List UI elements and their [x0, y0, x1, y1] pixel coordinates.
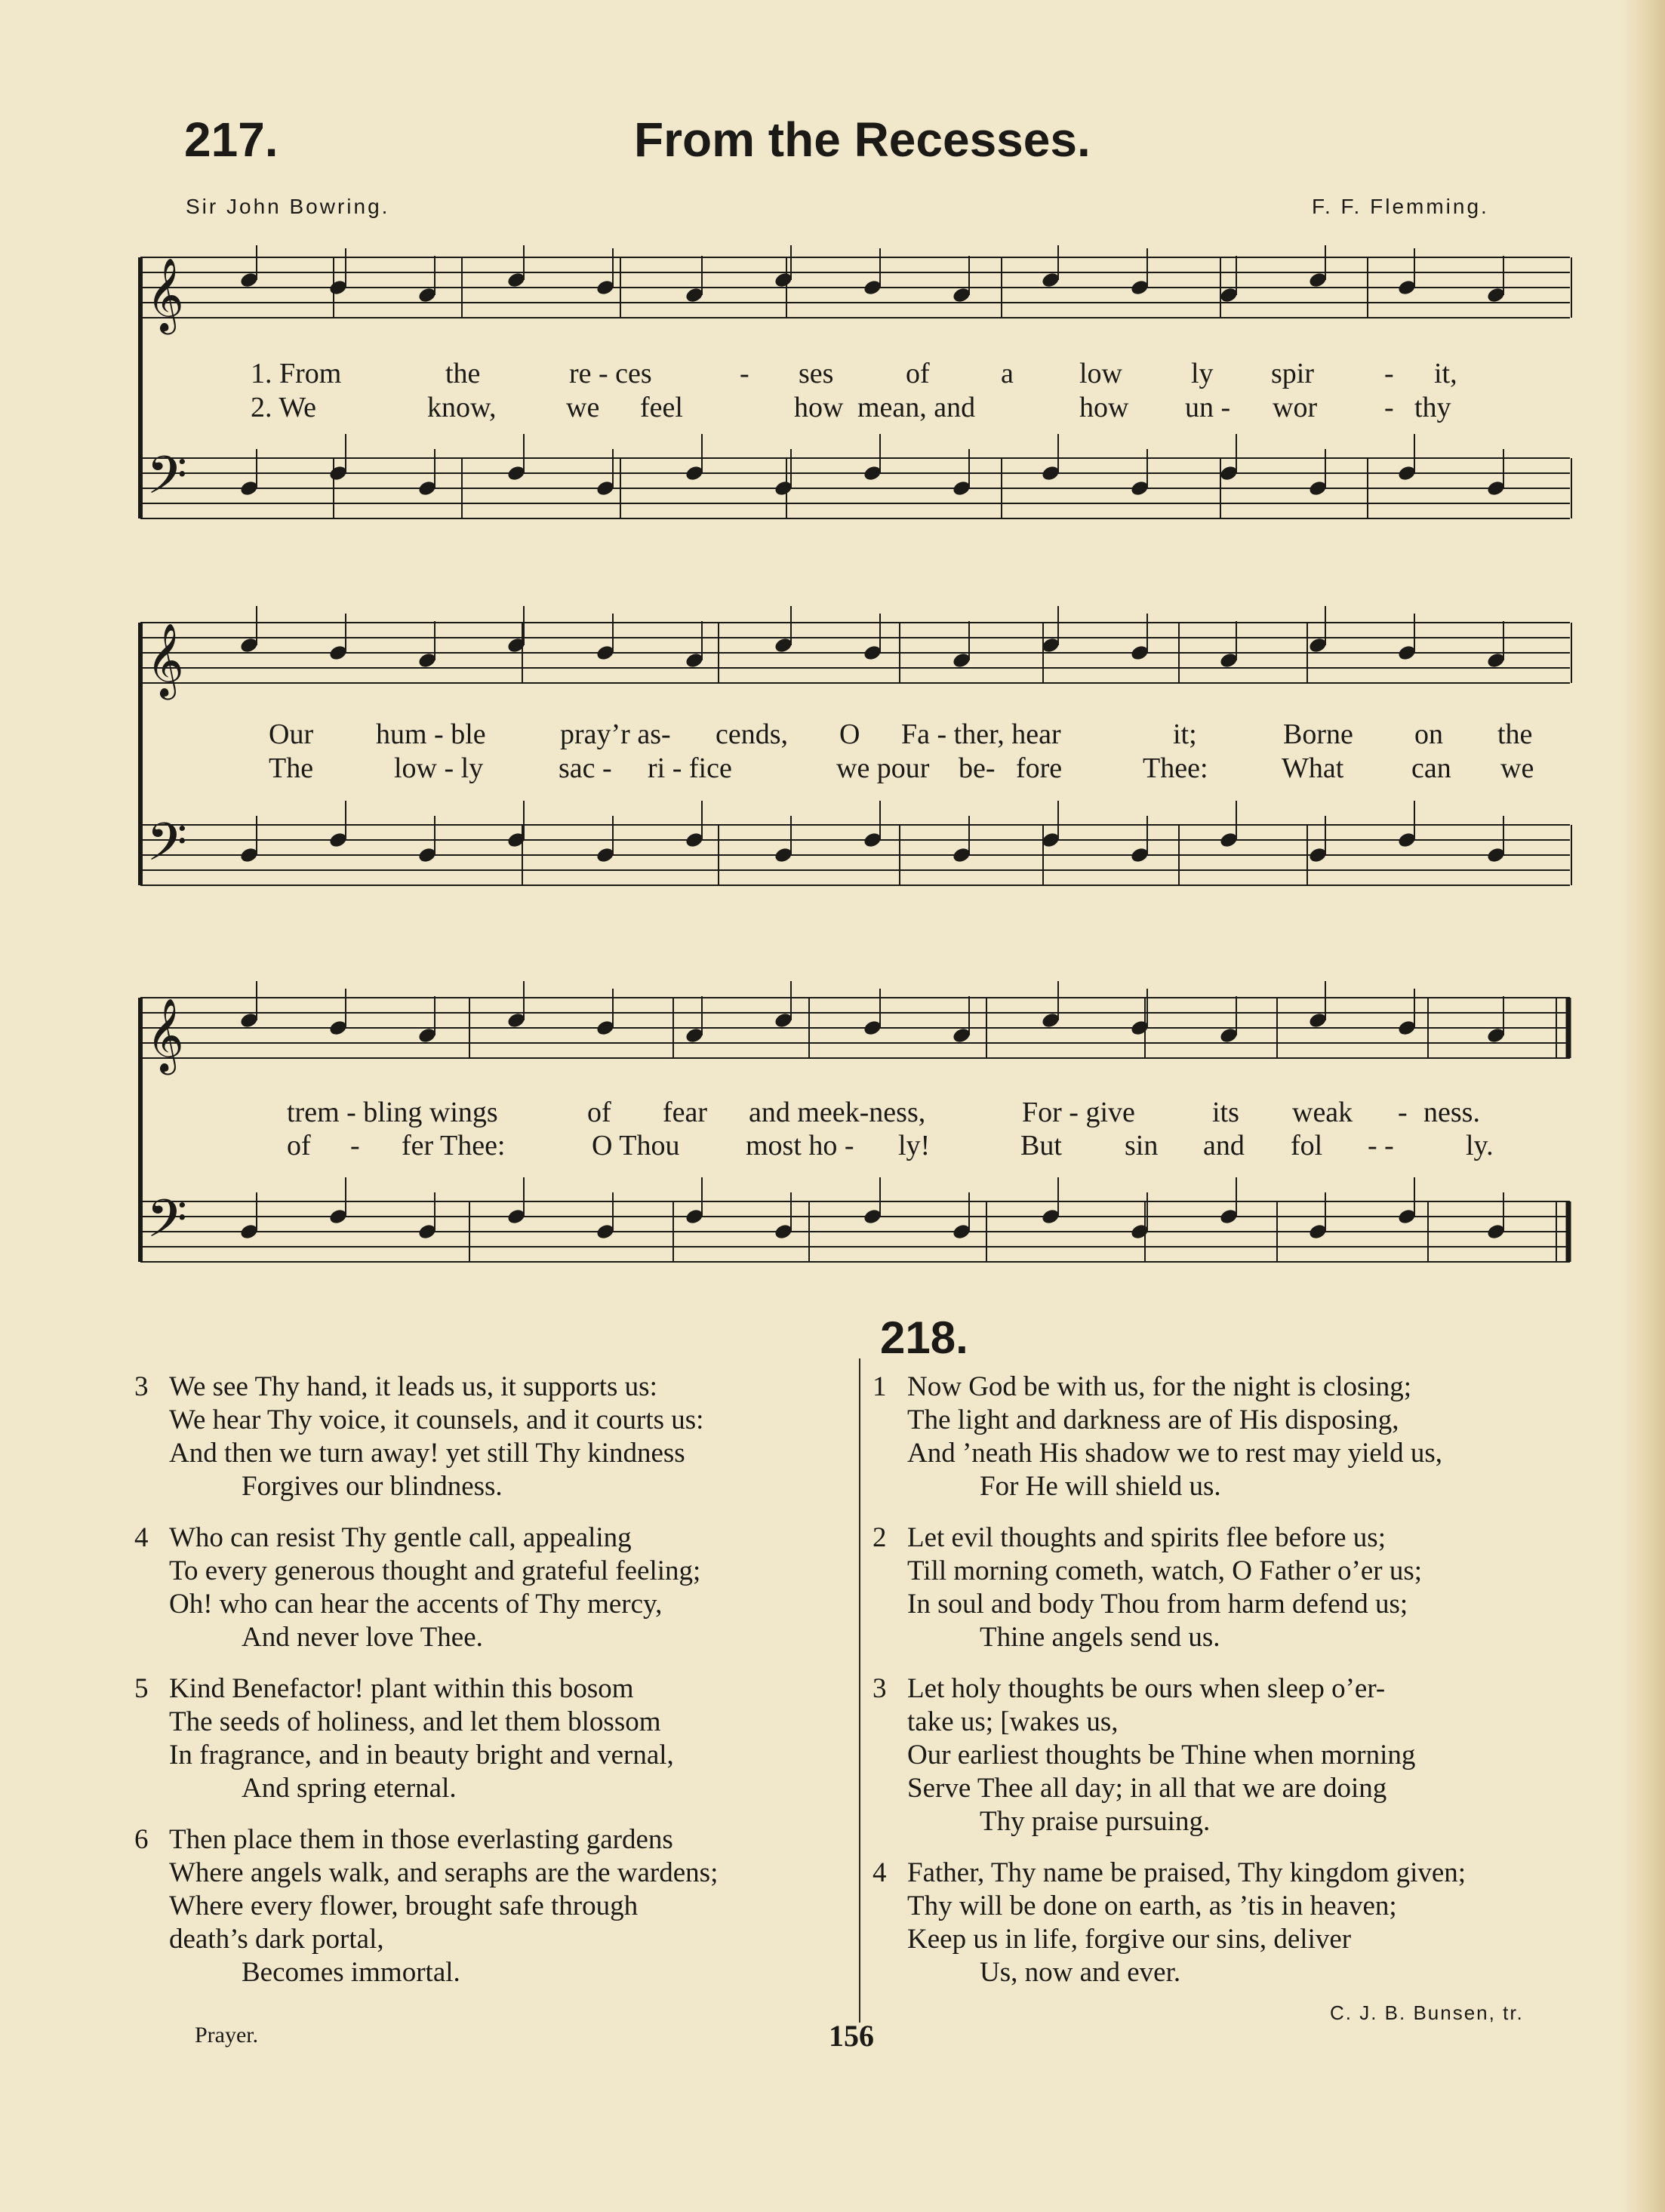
- lyric-syllable: ly!: [898, 1130, 931, 1161]
- stanza-line: Serve Thee all day; in all that we are doing: [907, 1773, 1387, 1804]
- lyric-syllable: -: [1384, 358, 1394, 389]
- lyric-syllable: mean, and: [857, 392, 976, 423]
- lyric-syllable: feel: [640, 392, 683, 423]
- lyrics-verse-1: [136, 357, 1577, 390]
- lyric-syllable: The: [269, 752, 314, 784]
- stanza-line: Keep us in life, forgive our sins, deliver: [907, 1924, 1352, 1955]
- lyric-syllable: thy: [1414, 392, 1451, 423]
- lyric-syllable: -: [1398, 1097, 1408, 1128]
- lyric-syllable: Borne: [1283, 718, 1353, 750]
- page-number: 156: [829, 2019, 874, 2053]
- lyric-syllable: re - ces: [569, 358, 652, 389]
- lyric-syllable: ri - fice: [648, 752, 732, 784]
- lyric-syllable: pray’r as-: [560, 718, 671, 750]
- composer-credit: F. F. Flemming.: [1312, 195, 1489, 218]
- lyric-syllable: the: [445, 358, 481, 389]
- lyric-syllable: - -: [1368, 1130, 1394, 1161]
- lyrics-verse-2: [136, 752, 1577, 785]
- stanza-line: The seeds of holiness, and let them blossom: [169, 1706, 661, 1737]
- stanza-number: 4: [134, 1522, 149, 1553]
- stanza-line: Us, now and ever.: [980, 1957, 1181, 1988]
- stanza-line: Becomes immortal.: [242, 1957, 460, 1988]
- stanza-line: Till morning cometh, watch, O Father o’er us;: [907, 1555, 1423, 1586]
- lyric-syllable: fore: [1016, 752, 1063, 784]
- lyric-syllable: un -: [1185, 392, 1231, 423]
- lyric-syllable: trem - bling wings: [287, 1097, 498, 1128]
- stanza-line: And spring eternal.: [242, 1773, 457, 1804]
- lyrics-verse-2: [136, 1129, 1577, 1162]
- hymn-title: From the Recesses.: [634, 112, 1091, 167]
- lyric-syllable: ly: [1191, 358, 1214, 389]
- stanza-line: Our earliest thoughts be Thine when morning: [907, 1740, 1416, 1771]
- stanza-number: 3: [873, 1673, 887, 1704]
- lyric-syllable: Thee:: [1143, 752, 1208, 784]
- lyric-syllable: it;: [1173, 718, 1197, 750]
- stanzas-right-column: [873, 1371, 1590, 2007]
- treble-clef-icon: 𝄞: [146, 998, 184, 1072]
- lyric-syllable: sac -: [559, 752, 612, 784]
- stanza-line: In soul and body Thou from harm defend us;: [907, 1589, 1408, 1620]
- lyric-syllable: -: [1384, 392, 1394, 423]
- lyric-syllable: low - ly: [394, 752, 484, 784]
- stanza-line: Forgives our blindness.: [242, 1471, 503, 1502]
- lyric-syllable: how: [794, 392, 844, 423]
- music-system-3: [136, 952, 1577, 1300]
- stanza-line: Where angels walk, and seraphs are the wardens;: [169, 1857, 719, 1888]
- lyric-syllable: be-: [959, 752, 996, 784]
- stanza-line: Thy will be done on earth, as ’tis in heaven;: [907, 1891, 1397, 1921]
- stanza-line: And ’neath His shadow we to rest may yield us,: [907, 1438, 1443, 1469]
- stanza-line: Father, Thy name be praised, Thy kingdom given;: [907, 1857, 1466, 1888]
- stanza-line: Thy praise pursuing.: [980, 1806, 1211, 1837]
- lyric-syllable: fer Thee:: [402, 1130, 506, 1161]
- music-system-1: [136, 245, 1577, 547]
- lyric-syllable: on: [1414, 718, 1443, 750]
- lyric-syllable: Fa - ther, hear: [901, 718, 1061, 750]
- stanza: [134, 1521, 859, 1654]
- stanza: [873, 1857, 1590, 1989]
- lyric-syllable: -: [350, 1130, 360, 1161]
- lyric-syllable: But: [1020, 1130, 1062, 1161]
- hymn-218-number: 218.: [880, 1312, 968, 1363]
- lyric-syllable: we: [566, 392, 600, 423]
- lyric-syllable: can: [1411, 752, 1451, 784]
- stanza-line: Who can resist Thy gentle call, appealing: [169, 1522, 632, 1553]
- translator-attribution: C. J. B. Bunsen, tr.: [1330, 2001, 1524, 2024]
- lyric-syllable: hum - ble: [376, 718, 486, 750]
- author-credit: Sir John Bowring.: [186, 195, 390, 218]
- stanza-line: To every generous thought and grateful feeling;: [169, 1555, 701, 1586]
- lyric-syllable: its: [1212, 1097, 1239, 1128]
- lyric-syllable: low: [1079, 358, 1122, 389]
- stanza: [134, 1823, 859, 1989]
- lyric-syllable: how: [1079, 392, 1129, 423]
- stanza: [873, 1371, 1590, 1503]
- stanza-line: Thine angels send us.: [980, 1622, 1220, 1653]
- lyric-syllable: 2. We: [251, 392, 317, 423]
- column-divider: [859, 1358, 860, 2023]
- lyric-syllable: cends,: [716, 718, 789, 750]
- stanza-line: The light and darkness are of His disposing,: [907, 1404, 1399, 1435]
- lyric-syllable: we: [1500, 752, 1534, 784]
- lyric-syllable: 1. From: [251, 358, 342, 389]
- stanza-line: death’s dark portal,: [169, 1924, 384, 1955]
- lyric-syllable: weak: [1292, 1097, 1353, 1128]
- lyric-syllable: For - give: [1022, 1097, 1135, 1128]
- stanza-number: 4: [873, 1857, 887, 1888]
- stanza-line: Then place them in those everlasting gardens: [169, 1824, 673, 1855]
- lyric-syllable: most ho -: [746, 1130, 854, 1161]
- stanza-line: Where every flower, brought safe through: [169, 1891, 639, 1921]
- lyric-syllable: ly.: [1466, 1130, 1494, 1161]
- stanza-line: And never love Thee.: [242, 1622, 483, 1653]
- stanza: [873, 1521, 1590, 1654]
- hymn-number: 217.: [184, 112, 279, 167]
- bass-clef-icon: 𝄢: [146, 811, 188, 885]
- stanza-line: And then we turn away! yet still Thy kindness: [169, 1438, 685, 1469]
- lyric-syllable: of: [587, 1097, 611, 1128]
- lyric-syllable: and meek-ness,: [749, 1097, 926, 1128]
- stanza-line: We hear Thy voice, it counsels, and it courts us:: [169, 1404, 704, 1435]
- stanza-number: 3: [134, 1371, 149, 1402]
- stanza-line: We see Thy hand, it leads us, it supports us:: [169, 1371, 657, 1402]
- stanza: [873, 1672, 1590, 1838]
- treble-clef-icon: 𝄞: [146, 257, 184, 331]
- lyric-syllable: spir: [1271, 358, 1314, 389]
- lyrics-verse-1: [136, 1096, 1577, 1129]
- lyric-syllable: we pour: [836, 752, 930, 784]
- treble-clef-icon: 𝄞: [146, 623, 184, 697]
- stanza-line: In fragrance, and in beauty bright and vernal,: [169, 1740, 674, 1771]
- lyric-syllable: ses: [799, 358, 834, 389]
- lyric-syllable: O Thou: [592, 1130, 680, 1161]
- stanza-line: take us; [wakes us,: [907, 1706, 1119, 1737]
- lyrics-verse-1: [136, 718, 1577, 751]
- stanza-line: Kind Benefactor! plant within this bosom: [169, 1673, 634, 1704]
- stanzas-left-column: [134, 1371, 859, 2007]
- stanza: [134, 1672, 859, 1805]
- lyric-syllable: of: [287, 1130, 311, 1161]
- lyric-syllable: of: [906, 358, 930, 389]
- stanza: [134, 1371, 859, 1503]
- stanza-line: Let evil thoughts and spirits flee before us;: [907, 1522, 1386, 1553]
- stanza-number: 2: [873, 1522, 887, 1553]
- stanza-line: Now God be with us, for the night is closing;: [907, 1371, 1412, 1402]
- bass-clef-icon: 𝄢: [146, 1188, 188, 1262]
- lyric-syllable: -: [740, 358, 749, 389]
- lyric-syllable: fol: [1291, 1130, 1323, 1161]
- stanza-line: Let holy thoughts be ours when sleep o’er-: [907, 1673, 1386, 1704]
- stanza-number: 6: [134, 1824, 149, 1855]
- lyric-syllable: know,: [427, 392, 497, 423]
- lyric-syllable: What: [1282, 752, 1344, 784]
- page-edge-shadow: [1620, 0, 1665, 2212]
- lyric-syllable: it,: [1434, 358, 1457, 389]
- stanza-line: Oh! who can hear the accents of Thy mercy,: [169, 1589, 663, 1620]
- lyric-syllable: and: [1203, 1130, 1245, 1161]
- lyric-syllable: the: [1497, 718, 1533, 750]
- lyric-syllable: fear: [663, 1097, 708, 1128]
- lyric-syllable: Our: [269, 718, 314, 750]
- stanza-line: For He will shield us.: [980, 1471, 1221, 1502]
- lyrics-verse-2: [136, 391, 1577, 424]
- lyric-syllable: a: [1001, 358, 1014, 389]
- lyric-syllable: wor: [1273, 392, 1318, 423]
- stanza-number: 1: [873, 1371, 887, 1402]
- bass-clef-icon: 𝄢: [146, 445, 188, 518]
- stanza-number: 5: [134, 1673, 149, 1704]
- lyric-syllable: sin: [1125, 1130, 1159, 1161]
- music-system-2: [136, 600, 1577, 932]
- lyric-syllable: O: [839, 718, 860, 750]
- footer-topic: Prayer.: [195, 2023, 259, 2047]
- lyric-syllable: ness.: [1423, 1097, 1480, 1128]
